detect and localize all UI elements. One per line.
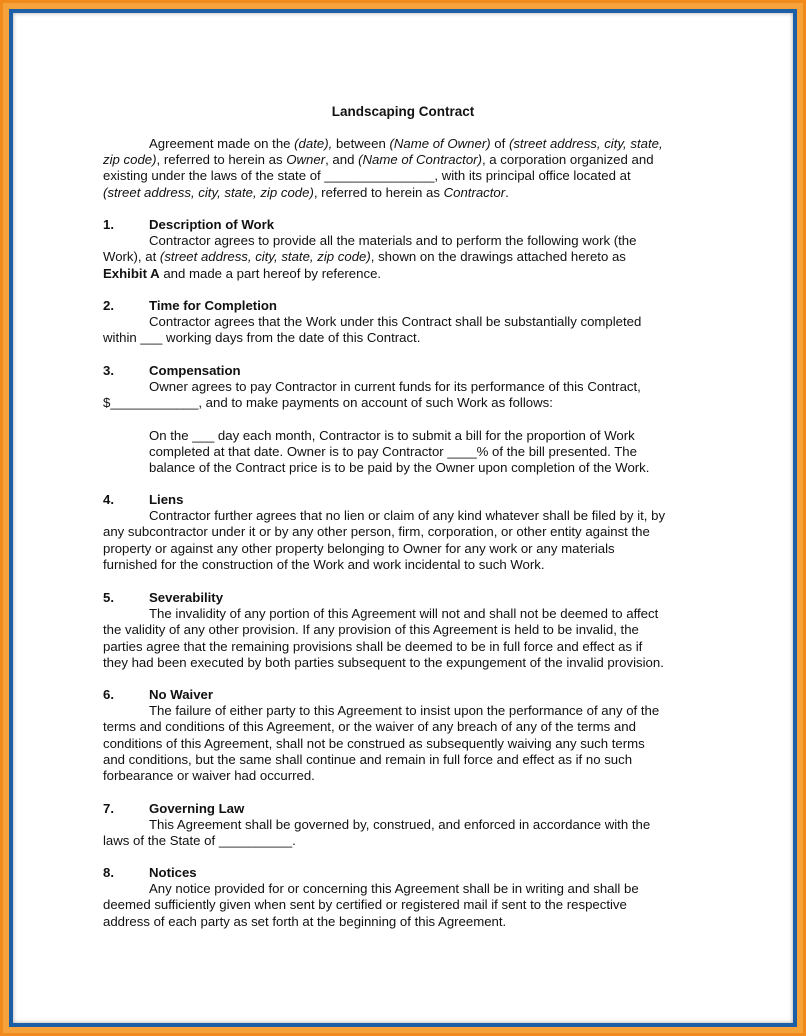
section-6 [103,687,703,784]
section-1 [103,217,703,282]
intro-line-2: zip code), referred to herein as Owner, and (Name of Contractor), a corporation organized and [103,152,654,168]
section-3 [103,363,703,412]
section-5-line-1: The invalidity of any portion of this Agreement will not and shall not be deemed to affect [149,606,659,622]
section-6-heading: 6. No Waiver [103,687,213,702]
section-4-line-1: Contractor further agrees that no lien or claim of any kind whatever shall be filed by it, by [149,508,666,524]
section-7-heading: 7. Governing Law [103,801,245,816]
section-5-heading: 5. Severability [103,590,224,605]
section-7 [103,801,703,850]
section-4-line-4: furnished for the construction of the Work and work incidental to such Work. [103,556,545,572]
section-5-line-4: they had been executed by both parties subsequent to the expungement of the invalid provision. [103,654,664,670]
payment-terms-line-1: On the ___ day each month, Contractor is to submit a bill for the proportion of Work [149,428,635,443]
payment-terms-line-3: balance of the Contract price is to be paid by the Owner upon completion of the Work. [149,460,650,476]
section-8-line-2: deemed sufficiently given when sent by certified or registered mail if sent to the respective [103,897,627,913]
section-1-line-3: Exhibit A and made a part hereof by reference. [103,265,382,281]
section-8-line-1: Any notice provided for or concerning this Agreement shall be in writing and shall be [149,881,639,897]
section-5 [103,590,703,671]
section-8-heading: 8. Notices [103,865,197,880]
section-2-line-2: within ___ working days from the date of this Contract. [103,330,421,346]
section-2-heading: 2. Time for Completion [103,298,277,313]
intro-line-4: (street address, city, state, zip code), referred to herein as Contractor. [103,184,509,200]
intro-line-3: existing under the laws of the state of _______________, with its principal office located at [103,168,631,184]
section-8-line-3: address of each party as set forth at the beginning of this Agreement. [103,913,507,929]
section-1-line-2: Work), at (street address, city, state, zip code), shown on the drawings attached hereto as [103,249,626,265]
section-2-line-1: Contractor agrees that the Work under this Contract shall be substantially completed [149,314,642,330]
section-6-line-4: and conditions, but the same shall continue and remain in full force and effect as if no such [103,751,633,767]
section-6-line-3: conditions of this Agreement, shall not be construed as subsequently waiving any such terms [103,735,645,751]
section-4 [103,492,703,573]
section-2 [103,298,703,347]
section-7-line-1: This Agreement shall be governed by, construed, and enforced in accordance with the [149,817,651,833]
section-8 [103,865,703,930]
document-page [13,13,793,1023]
document-title: Landscaping Contract [331,104,475,119]
section-5-line-3: parties agree that the remaining provisions shall be deemed to be in full force and effect as if [103,638,643,654]
section-5-line-2: the validity of any other provision. If any provision of this Agreement is held to be invalid, the [103,622,639,638]
section-3-line-1: Owner agrees to pay Contractor in current funds for its performance of this Contract, [149,379,641,395]
section-3-payment-terms [103,428,703,477]
section-1-heading: 1. Description of Work [103,217,275,232]
section-4-line-3: property or against any other property belonging to Owner for any work or any materials [103,540,615,556]
section-6-line-1: The failure of either party to this Agreement to insist upon the performance of any of the [149,703,660,719]
section-7-line-2: laws of the State of __________. [103,833,296,849]
section-1-line-1: Contractor agrees to provide all the materials and to perform the following work (the [149,233,637,249]
section-6-line-5: forbearance or waiver had occurred. [103,768,315,784]
section-4-line-2: any subcontractor under it or by any other person, firm, corporation, or other entity against the [103,524,650,540]
payment-terms-line-2: completed at that date. Owner is to pay Contractor ____% of the bill presented. The [149,444,637,460]
section-6-line-2: terms and conditions of this Agreement, or the waiver of any breach of any of the terms and [103,719,636,735]
section-3-heading: 3. Compensation [103,363,241,378]
intro-line-1: Agreement made on the (date), between (Name of Owner) of (street address, city, state, [149,136,663,151]
section-3-line-2: $____________, and to make payments on account of such Work as follows: [103,395,553,411]
intro-paragraph [103,136,703,201]
section-4-heading: 4. Liens [103,492,184,507]
